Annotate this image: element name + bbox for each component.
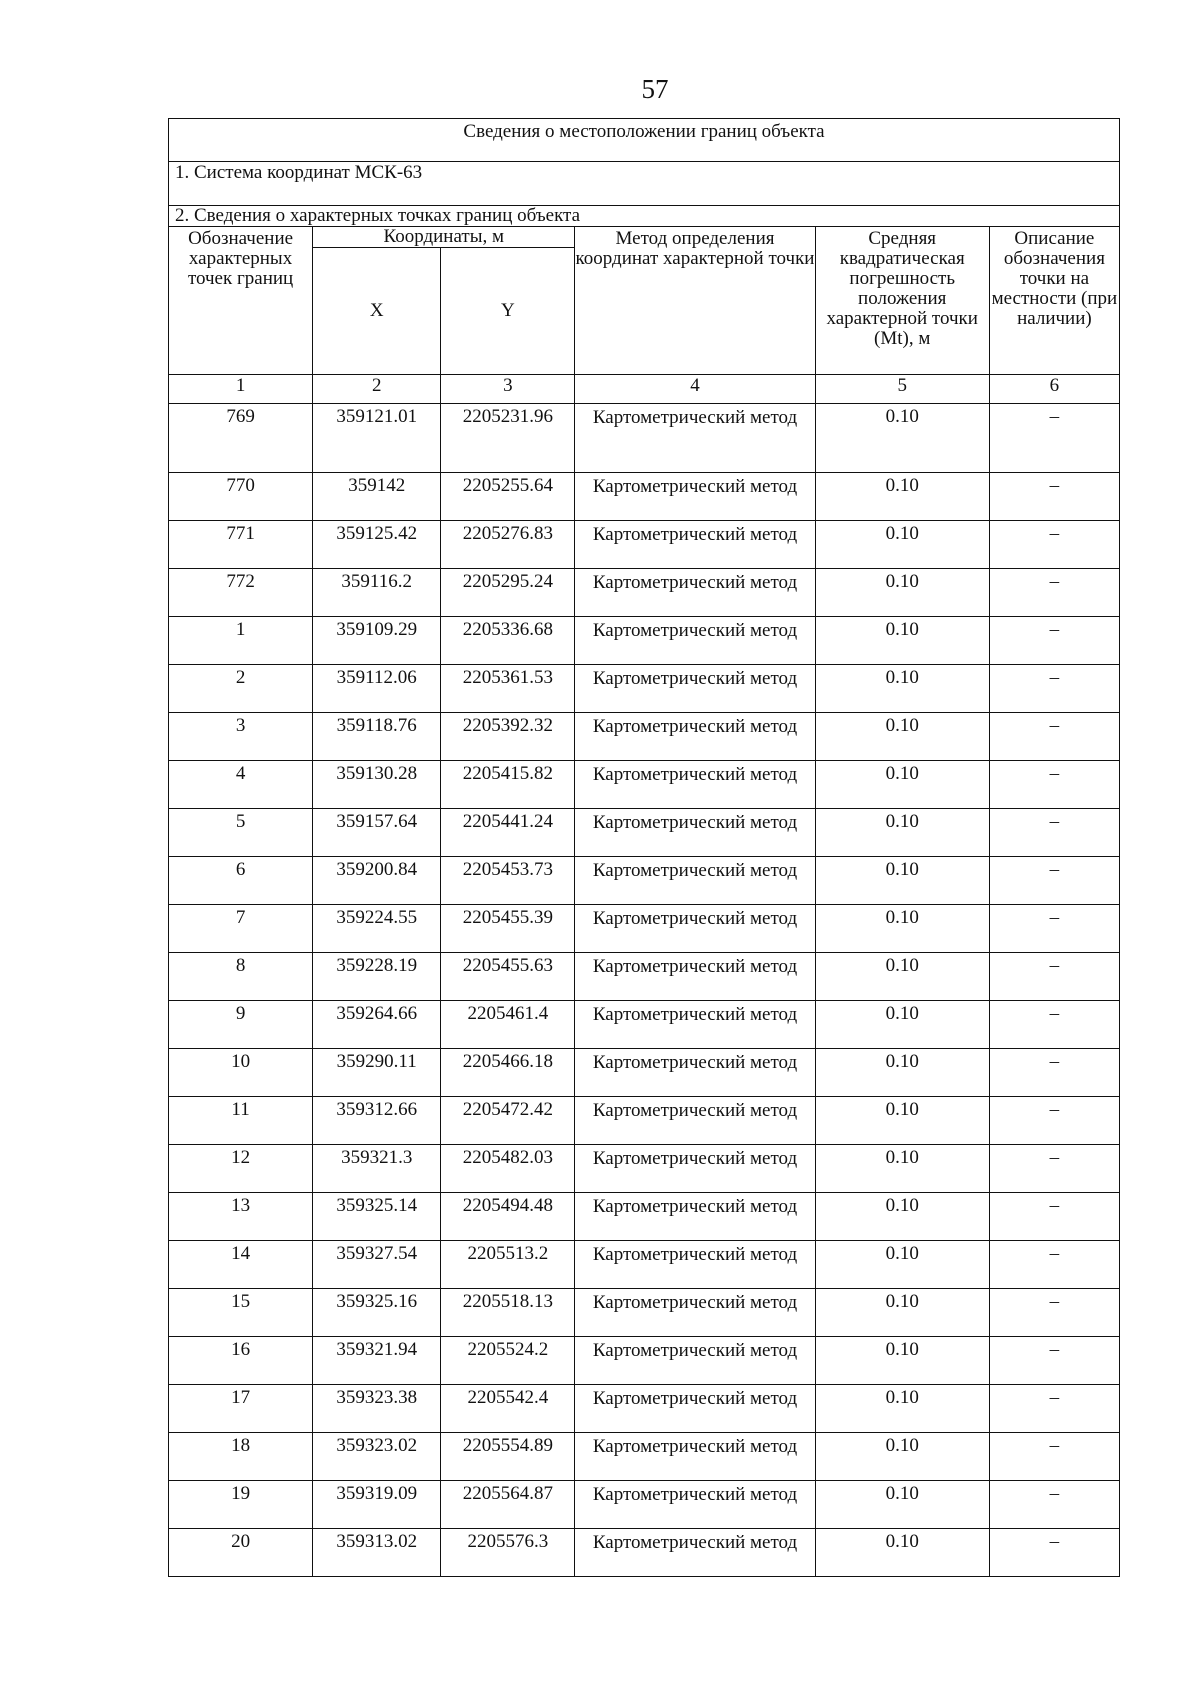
error-cell: 0.10 [815,521,989,569]
y-coordinate-cell: 2205361.53 [441,665,575,713]
method-cell: Картометрический метод [575,905,815,953]
error-cell: 0.10 [815,809,989,857]
y-coordinate-cell: 2205472.42 [441,1097,575,1145]
x-coordinate-cell: 359112.06 [313,665,441,713]
error-cell: 0.10 [815,1481,989,1529]
method-cell: Картометрический метод [575,1433,815,1481]
point-cell: 14 [169,1241,313,1289]
table-row [169,521,1120,569]
x-coordinate-cell: 359312.66 [313,1097,441,1145]
error-cell: 0.10 [815,404,989,473]
y-coordinate-cell: 2205494.48 [441,1193,575,1241]
x-coordinate-cell: 359109.29 [313,617,441,665]
y-coordinate-cell: 2205441.24 [441,809,575,857]
method-cell: Картометрический метод [575,617,815,665]
table-row [169,404,1120,473]
x-coordinate-cell: 359321.94 [313,1337,441,1385]
error-cell: 0.10 [815,569,989,617]
description-cell: – [989,953,1119,1001]
y-coordinate-cell: 2205255.64 [441,473,575,521]
description-cell: – [989,1481,1119,1529]
error-cell: 0.10 [815,473,989,521]
error-cell: 0.10 [815,1001,989,1049]
table-row [169,1145,1120,1193]
table-row [169,905,1120,953]
header-description: Описание обозначения точки на местности (при наличии) [989,227,1119,375]
x-coordinate-cell: 359319.09 [313,1481,441,1529]
description-cell: – [989,665,1119,713]
x-coordinate-cell: 359125.42 [313,521,441,569]
point-cell: 771 [169,521,313,569]
method-cell: Картометрический метод [575,1001,815,1049]
x-coordinate-cell: 359290.11 [313,1049,441,1097]
description-cell: – [989,1337,1119,1385]
column-number: 5 [815,375,989,404]
method-cell: Картометрический метод [575,1289,815,1337]
description-cell: – [989,857,1119,905]
method-cell: Картометрический метод [575,569,815,617]
method-cell: Картометрический метод [575,809,815,857]
y-coordinate-cell: 2205455.63 [441,953,575,1001]
description-cell: – [989,1097,1119,1145]
method-cell: Картометрический метод [575,761,815,809]
error-cell: 0.10 [815,1337,989,1385]
header-method: Метод определения координат характерной точки [575,227,815,375]
error-cell: 0.10 [815,857,989,905]
table-row [169,1433,1120,1481]
y-coordinate-cell: 2205554.89 [441,1433,575,1481]
x-coordinate-cell: 359224.55 [313,905,441,953]
point-cell: 770 [169,473,313,521]
error-cell: 0.10 [815,617,989,665]
error-cell: 0.10 [815,1241,989,1289]
x-coordinate-cell: 359313.02 [313,1529,441,1577]
description-cell: – [989,809,1119,857]
method-cell: Картометрический метод [575,953,815,1001]
y-coordinate-cell: 2205392.32 [441,713,575,761]
method-cell: Картометрический метод [575,521,815,569]
description-cell: – [989,1241,1119,1289]
method-cell: Картометрический метод [575,1145,815,1193]
table-row [169,1097,1120,1145]
table-row [169,1529,1120,1577]
header-x: X [313,248,441,375]
table-row [169,1337,1120,1385]
y-coordinate-cell: 2205276.83 [441,521,575,569]
point-cell: 9 [169,1001,313,1049]
description-cell: – [989,905,1119,953]
error-cell: 0.10 [815,1193,989,1241]
table-row [169,569,1120,617]
description-cell: – [989,1529,1119,1577]
method-cell: Картометрический метод [575,1241,815,1289]
error-cell: 0.10 [815,905,989,953]
header-designation: Обозначение характерных точек границ [169,227,313,375]
x-coordinate-cell: 359323.02 [313,1433,441,1481]
method-cell: Картометрический метод [575,1193,815,1241]
x-coordinate-cell: 359264.66 [313,1001,441,1049]
table-row [169,761,1120,809]
y-coordinate-cell: 2205542.4 [441,1385,575,1433]
y-coordinate-cell: 2205415.82 [441,761,575,809]
y-coordinate-cell: 2205466.18 [441,1049,575,1097]
point-cell: 17 [169,1385,313,1433]
boundary-coordinates-table [168,118,1120,1577]
x-coordinate-cell: 359327.54 [313,1241,441,1289]
y-coordinate-cell: 2205564.87 [441,1481,575,1529]
column-number: 1 [169,375,313,404]
error-cell: 0.10 [815,1433,989,1481]
x-coordinate-cell: 359325.16 [313,1289,441,1337]
table-row [169,1289,1120,1337]
y-coordinate-cell: 2205453.73 [441,857,575,905]
coordinate-system: 1. Система координат МСК-63 [169,162,1120,206]
x-coordinate-cell: 359116.2 [313,569,441,617]
table-row [169,713,1120,761]
x-coordinate-cell: 359118.76 [313,713,441,761]
description-cell: – [989,521,1119,569]
description-cell: – [989,1193,1119,1241]
description-cell: – [989,761,1119,809]
description-cell: – [989,404,1119,473]
table-row [169,1001,1120,1049]
point-cell: 13 [169,1193,313,1241]
x-coordinate-cell: 359325.14 [313,1193,441,1241]
page-number: 57 [641,74,669,104]
x-coordinate-cell: 359200.84 [313,857,441,905]
error-cell: 0.10 [815,1145,989,1193]
table-row [169,473,1120,521]
y-coordinate-cell: 2205513.2 [441,1241,575,1289]
description-cell: – [989,569,1119,617]
error-cell: 0.10 [815,1289,989,1337]
description-cell: – [989,1001,1119,1049]
table-row [169,809,1120,857]
x-coordinate-cell: 359121.01 [313,404,441,473]
header-y: Y [441,248,575,375]
method-cell: Картометрический метод [575,1337,815,1385]
table-row [169,665,1120,713]
method-cell: Картометрический метод [575,473,815,521]
point-cell: 1 [169,617,313,665]
method-cell: Картометрический метод [575,1049,815,1097]
y-coordinate-cell: 2205576.3 [441,1529,575,1577]
error-cell: 0.10 [815,761,989,809]
table-row [169,1385,1120,1433]
description-cell: – [989,713,1119,761]
method-cell: Картометрический метод [575,713,815,761]
header-error: Средняя квадратическая погрешность положения характерной точки (Mt), м [815,227,989,375]
point-cell: 12 [169,1145,313,1193]
method-cell: Картометрический метод [575,857,815,905]
point-cell: 772 [169,569,313,617]
points-section-title: 2. Сведения о характерных точках границ объекта [169,206,1120,227]
description-cell: – [989,1049,1119,1097]
table-row [169,1049,1120,1097]
method-cell: Картометрический метод [575,665,815,713]
description-cell: – [989,1289,1119,1337]
point-cell: 10 [169,1049,313,1097]
description-cell: – [989,1145,1119,1193]
table-row [169,857,1120,905]
description-cell: – [989,1433,1119,1481]
y-coordinate-cell: 2205482.03 [441,1145,575,1193]
point-cell: 18 [169,1433,313,1481]
x-coordinate-cell: 359323.38 [313,1385,441,1433]
table-row [169,953,1120,1001]
point-cell: 16 [169,1337,313,1385]
description-cell: – [989,617,1119,665]
y-coordinate-cell: 2205518.13 [441,1289,575,1337]
point-cell: 11 [169,1097,313,1145]
error-cell: 0.10 [815,713,989,761]
error-cell: 0.10 [815,665,989,713]
y-coordinate-cell: 2205231.96 [441,404,575,473]
method-cell: Картометрический метод [575,1481,815,1529]
error-cell: 0.10 [815,1385,989,1433]
y-coordinate-cell: 2205461.4 [441,1001,575,1049]
y-coordinate-cell: 2205455.39 [441,905,575,953]
point-cell: 15 [169,1289,313,1337]
x-coordinate-cell: 359228.19 [313,953,441,1001]
x-coordinate-cell: 359142 [313,473,441,521]
header-coordinates: Координаты, м [313,227,575,248]
point-cell: 20 [169,1529,313,1577]
point-cell: 19 [169,1481,313,1529]
point-cell: 6 [169,857,313,905]
x-coordinate-cell: 359321.3 [313,1145,441,1193]
point-cell: 7 [169,905,313,953]
error-cell: 0.10 [815,953,989,1001]
error-cell: 0.10 [815,1529,989,1577]
description-cell: – [989,1385,1119,1433]
column-number: 6 [989,375,1119,404]
table-row [169,1193,1120,1241]
table-title: Сведения о местоположении границ объекта [169,119,1120,162]
y-coordinate-cell: 2205336.68 [441,617,575,665]
method-cell: Картометрический метод [575,1097,815,1145]
y-coordinate-cell: 2205524.2 [441,1337,575,1385]
column-number: 3 [441,375,575,404]
x-coordinate-cell: 359130.28 [313,761,441,809]
table-row [169,1241,1120,1289]
point-cell: 2 [169,665,313,713]
table-row [169,1481,1120,1529]
point-cell: 769 [169,404,313,473]
method-cell: Картометрический метод [575,404,815,473]
column-number: 4 [575,375,815,404]
x-coordinate-cell: 359157.64 [313,809,441,857]
column-number: 2 [313,375,441,404]
method-cell: Картометрический метод [575,1385,815,1433]
error-cell: 0.10 [815,1049,989,1097]
y-coordinate-cell: 2205295.24 [441,569,575,617]
point-cell: 3 [169,713,313,761]
point-cell: 8 [169,953,313,1001]
description-cell: – [989,473,1119,521]
point-cell: 4 [169,761,313,809]
error-cell: 0.10 [815,1097,989,1145]
point-cell: 5 [169,809,313,857]
table-row [169,617,1120,665]
method-cell: Картометрический метод [575,1529,815,1577]
